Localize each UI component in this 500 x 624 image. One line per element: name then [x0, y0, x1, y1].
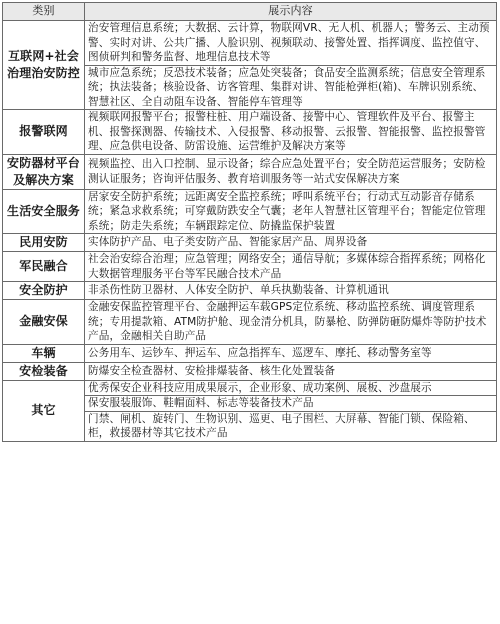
table-row [3, 21, 497, 66]
content-cell: 公务用车、运钞车、押运车、应急指挥车、巡逻车、摩托、移动警务室等 [85, 344, 497, 362]
content-cell: 金融安保监控管理平台、金融押运车载GPS定位系统、移动监控系统、调度管理系统；专用提款箱、ATM防护舱、现金清分机具，防暴枪、防弹防砸防爆炸等防护技术产品，金融相关自助产品 [85, 300, 497, 345]
table-body [3, 21, 497, 442]
table-row [3, 234, 497, 252]
table-row [3, 300, 497, 345]
content-cell: 保安服装服饰、鞋帽面料、标志等装备技术产品 [85, 396, 497, 412]
category-cell: 安检装备 [3, 362, 85, 380]
category-cell: 民用安防 [3, 234, 85, 252]
table-row [3, 110, 497, 155]
content-cell: 社会治安综合治理；应急管理；网络安全；通信导航；多媒体综合指挥系统；网格化大数据管理服务平台等军民融合技术产品 [85, 252, 497, 282]
table-row [3, 344, 497, 362]
content-cell: 视频联网报警平台；报警柱桩、用户端设备、接警中心、管理软件及平台、报警主机、报警探测器、传输技术、入侵报警、移动报警、云报警、智能报警、监控报警管理、应急供电设备、防雷设施、运营维护及解决方案等 [85, 110, 497, 155]
category-cell: 其它 [3, 380, 85, 441]
table-header-row [3, 3, 497, 21]
content-cell: 居家安全防护系统；远距离安全监控系统；呼叫系统平台；行动式互动影音存储系统；紧急求救系统；可穿戴防跌安全气囊；老年人智慧社区管理平台；智能定位管理系统；防走失系统；车辆跟踪定位、防撬监保护装置 [85, 189, 497, 234]
table-row [3, 252, 497, 282]
category-cell: 安全防护 [3, 282, 85, 300]
content-cell: 防爆安全检查器材、安检排爆装备、核生化处置装备 [85, 362, 497, 380]
table-row [3, 282, 497, 300]
table-row [3, 362, 497, 380]
category-cell: 安防器材平台及解决方案 [3, 154, 85, 189]
category-cell: 军民融合 [3, 252, 85, 282]
header-content: 展示内容 [85, 3, 497, 21]
category-cell: 生活安全服务 [3, 189, 85, 234]
table-row [3, 189, 497, 234]
category-cell: 车辆 [3, 344, 85, 362]
exhibit-category-table [2, 2, 497, 442]
content-cell: 城市应急系统；反恐技术装备；应急处突装备；食品安全监测系统；信息安全管理系统；执法装备；核验设备、访客管理、集群对讲、智能枪弹柜(箱)、车牌识别系统、智慧社区、全自动阻车设备、智能停车管理等 [85, 65, 497, 110]
category-cell: 互联网+社会治理治安防控 [3, 21, 85, 110]
content-cell: 非杀伤性防卫器材、人体安全防护、单兵执勤装备、计算机通讯 [85, 282, 497, 300]
category-cell: 金融安保 [3, 300, 85, 345]
content-cell: 治安管理信息系统；大数据、云计算，物联网VR、无人机、机器人；警务云、主动预警、实时对讲、公共广播、人脸识别、视频联动、接警处置、指挥调度、监控值守、图侦研判和警务监督、地理信息技术等 [85, 21, 497, 66]
content-cell: 优秀保安企业科技应用成果展示，企业形象、成功案例、展板、沙盘展示 [85, 380, 497, 396]
category-cell: 报警联网 [3, 110, 85, 155]
content-cell: 视频监控、出入口控制、显示设备；综合应急处置平台；安全防范运营服务；安防检测认证服务；咨询评估服务、教育培训服务等一站式安保解决方案 [85, 154, 497, 189]
header-category: 类别 [3, 3, 85, 21]
table-row [3, 380, 497, 396]
table-row [3, 154, 497, 189]
content-cell: 门禁、闸机、旋转门、生物识别、巡更、电子围栏、大屏幕、智能门锁、保险箱、柜，救援器材等其它技术产品 [85, 411, 497, 441]
content-cell: 实体防护产品、电子类安防产品、智能家居产品、周界设备 [85, 234, 497, 252]
